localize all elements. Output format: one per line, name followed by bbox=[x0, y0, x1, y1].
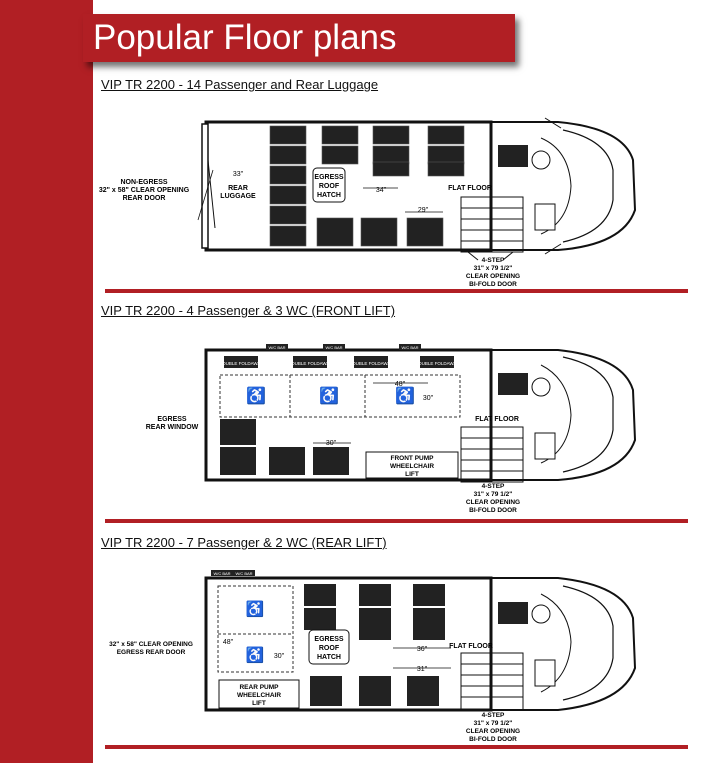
rear-door-label-3: REAR DOOR bbox=[122, 195, 166, 202]
plan-3-floorplan bbox=[93, 560, 728, 745]
section-divider-3 bbox=[105, 745, 688, 749]
plan-3-title: VIP TR 2200 - 7 Passenger & 2 WC (REAR LIFT) bbox=[101, 535, 387, 550]
lift-label-1: REAR PUMP bbox=[239, 684, 279, 691]
wheelchair-icon-2: ♿ bbox=[245, 647, 265, 664]
wc-bar-1: W/C BAR bbox=[268, 345, 286, 350]
luggage-label-1: REAR bbox=[228, 185, 248, 192]
section-divider-2 bbox=[105, 519, 688, 523]
rear-window-label-2: REAR WINDOW bbox=[145, 424, 199, 431]
dim-48: 48" bbox=[394, 381, 406, 388]
dim-48: 48" bbox=[222, 639, 234, 646]
wheelchair-icon-3: ♿ bbox=[395, 388, 415, 405]
rear-door-label-1: NON-EGRESS bbox=[120, 179, 168, 186]
passenger-seats bbox=[270, 126, 464, 246]
flat-floor-label: FLAT FLOOR bbox=[448, 185, 492, 192]
page-title: Popular Floor plans bbox=[93, 18, 397, 57]
rear-window-label-1: EGRESS bbox=[157, 416, 187, 423]
dim-36: 36" bbox=[416, 646, 428, 653]
rear-door-label-2: 32" x 58" CLEAR OPENING bbox=[98, 187, 190, 194]
driver-seat bbox=[498, 602, 528, 624]
lift-label-1: FRONT PUMP bbox=[390, 455, 434, 462]
flat-floor-label: FLAT FLOOR bbox=[449, 643, 493, 650]
dim-31: 31" bbox=[416, 666, 428, 673]
driver-seat bbox=[498, 373, 528, 395]
lift-label-2: WHEELCHAIR bbox=[389, 463, 435, 470]
dim-30: 30" bbox=[273, 653, 285, 660]
dim-30a: 30" bbox=[422, 395, 434, 402]
plan-1-title: VIP TR 2200 - 14 Passenger and Rear Luggage bbox=[101, 77, 379, 92]
hatch-label-2: ROOF bbox=[318, 645, 340, 652]
wc-bar-2: W/C BAR bbox=[325, 345, 343, 350]
plan-1-floorplan bbox=[93, 100, 728, 290]
section-divider-1 bbox=[105, 289, 688, 293]
dim-29: 29" bbox=[417, 207, 429, 214]
hatch-label-1: EGRESS bbox=[314, 174, 344, 181]
hatch-label-2: ROOF bbox=[318, 183, 340, 190]
step-label-1: 4-STEP bbox=[481, 257, 505, 264]
step-label-3: CLEAR OPENING bbox=[465, 273, 521, 280]
hatch-label-3: HATCH bbox=[317, 654, 341, 661]
step-label-4: BI-FOLD DOOR bbox=[469, 736, 517, 743]
step-label-1: 4-STEP bbox=[481, 712, 505, 719]
hatch-label-1: EGRESS bbox=[314, 636, 344, 643]
page bbox=[93, 0, 728, 763]
wc-bar-1: W/C BAR bbox=[213, 571, 231, 576]
wheelchair-icon-2: ♿ bbox=[319, 388, 339, 405]
step-label-2: 31" x 79 1/2" bbox=[473, 265, 513, 272]
lift-label-2: WHEELCHAIR bbox=[236, 692, 282, 699]
steering-wheel-icon bbox=[532, 151, 550, 169]
flat-floor-label: FLAT FLOOR bbox=[475, 416, 519, 423]
rear-door-label-1: 32" x 58" CLEAR OPENING bbox=[109, 641, 193, 648]
wheelchair-icon-1: ♿ bbox=[246, 388, 266, 405]
step-label-4: BI-FOLD DOOR bbox=[469, 507, 517, 514]
dim-34: 34" bbox=[375, 187, 387, 194]
hatch-label-3: HATCH bbox=[317, 192, 341, 199]
step-label-2: 31" x 79 1/2" bbox=[473, 491, 513, 498]
title-banner bbox=[83, 14, 515, 62]
step-label-1: 4-STEP bbox=[481, 483, 505, 490]
wc-bar-3: W/C BAR bbox=[401, 345, 419, 350]
wheelchair-icon-1: ♿ bbox=[245, 601, 265, 618]
step-label-4: BI-FOLD DOOR bbox=[469, 281, 517, 288]
foldaway-4: DOUBLE FOLDAWAY bbox=[414, 361, 460, 366]
driver-seat bbox=[498, 145, 528, 167]
wc-bar-2: W/C BAR bbox=[235, 571, 253, 576]
foldaway-2: DOUBLE FOLDAWAY bbox=[287, 361, 333, 366]
plan-2-floorplan bbox=[93, 335, 728, 520]
steering-wheel-icon bbox=[532, 605, 550, 623]
foldaway-1: DOUBLE FOLDAWAY bbox=[218, 361, 264, 366]
step-label-3: CLEAR OPENING bbox=[465, 728, 521, 735]
steering-wheel-icon bbox=[532, 378, 550, 396]
rear-door-label-2: EGRESS REAR DOOR bbox=[116, 649, 186, 656]
luggage-label-2: LUGGAGE bbox=[220, 193, 256, 200]
lift-label-3: LIFT bbox=[252, 700, 266, 707]
passenger-seats bbox=[220, 419, 349, 475]
dim-30b: 30" bbox=[325, 440, 337, 447]
step-label-3: CLEAR OPENING bbox=[465, 499, 521, 506]
foldaway-3: DOUBLE FOLDAWAY bbox=[348, 361, 394, 366]
step-label-2: 31" x 79 1/2" bbox=[473, 720, 513, 727]
luggage-width: 33" bbox=[232, 171, 244, 178]
plan-2-title: VIP TR 2200 - 4 Passenger & 3 WC (FRONT LIFT) bbox=[101, 303, 396, 318]
lift-label-3: LIFT bbox=[405, 471, 419, 478]
